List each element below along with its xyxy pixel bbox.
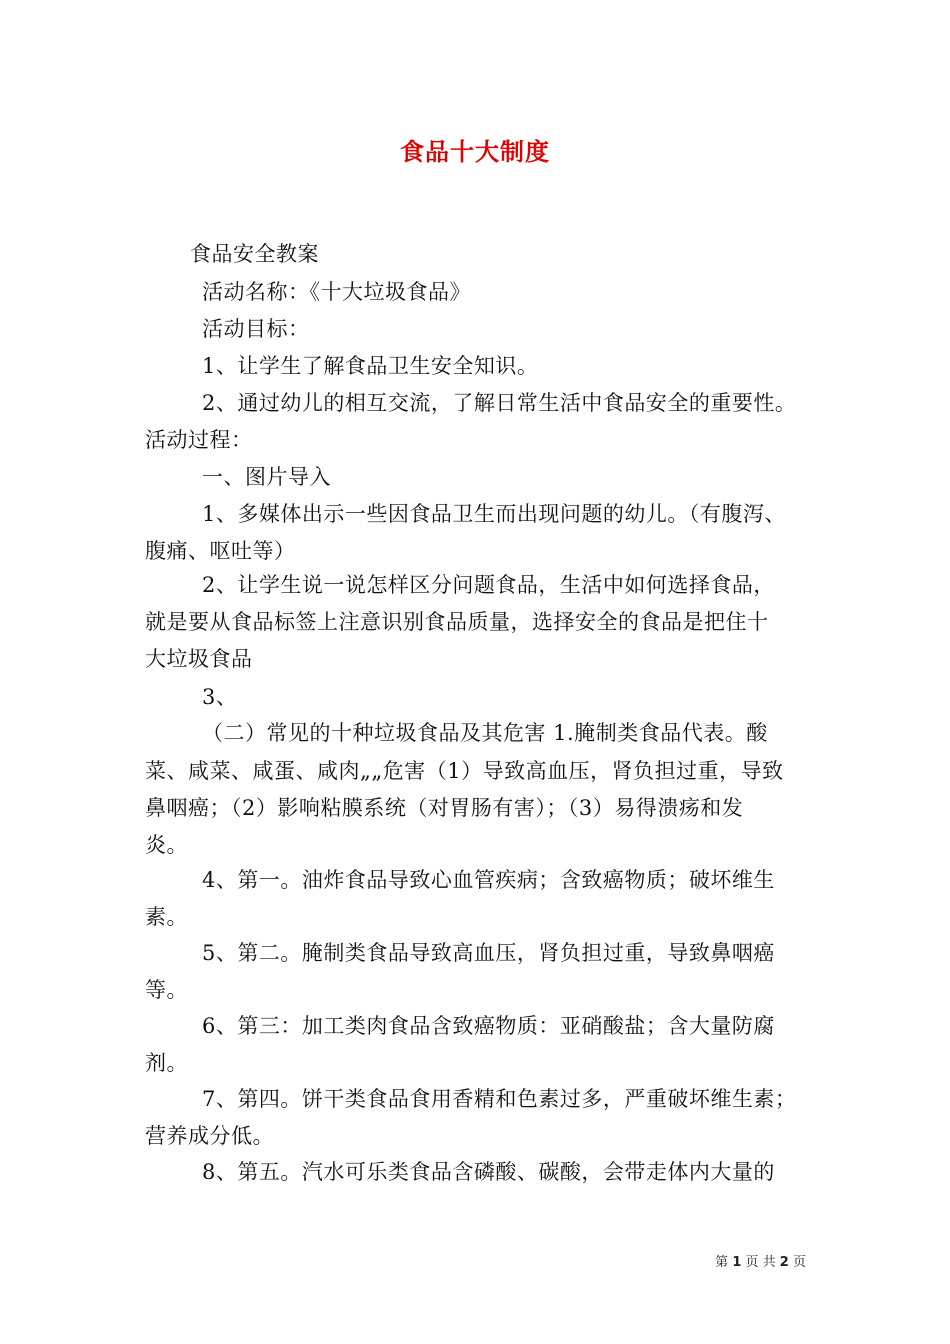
footer-suffix: 页 xyxy=(792,1255,806,1270)
page-title: 食品十大制度 xyxy=(400,138,550,166)
text-line: 食品安全教案 xyxy=(190,242,319,266)
text-line: 菜、咸菜、咸蛋、咸肉„„危害（1）导致高血压，肾负担过重，导致 xyxy=(145,759,784,783)
text-line: 活动目标： xyxy=(202,317,310,341)
footer-middle: 页 共 xyxy=(745,1255,776,1270)
text-line: 营养成分低。 xyxy=(145,1124,274,1148)
text-line: 1、让学生了解食品卫生安全知识。 xyxy=(202,354,539,378)
text-line: 4、第一。油炸食品导致心血管疾病；含致癌物质；破坏维生 xyxy=(202,868,775,892)
text-line: 一、图片导入 xyxy=(202,465,331,489)
page-footer xyxy=(715,1251,806,1270)
text-line: 5、第二。腌制类食品导致高血压，肾负担过重，导致鼻咽癌 xyxy=(202,941,775,965)
text-line: 大垃圾食品 xyxy=(145,647,253,671)
text-line: 1、多媒体出示一些因食品卫生而出现问题的幼儿。（有腹泻、 xyxy=(202,502,786,526)
text-line: 2、让学生说一说怎样区分问题食品，生活中如何选择食品， xyxy=(202,573,775,597)
text-line: 2、通过幼儿的相互交流，了解日常生活中食品安全的重要性。 xyxy=(202,391,797,415)
text-line: 8、第五。汽水可乐类食品含磷酸、碳酸，会带走体内大量的 xyxy=(202,1160,775,1184)
text-line: 就是要从食品标签上注意识别食品质量，选择安全的食品是把住十 xyxy=(145,610,769,634)
text-line: 7、第四。饼干类食品食用香精和色素过多，严重破坏维生素； xyxy=(202,1087,797,1111)
text-line: 鼻咽癌；（2）影响粘膜系统（对胃肠有害）；（3）易得溃疡和发 xyxy=(145,796,744,820)
text-line: （二）常见的十种垃圾食品及其危害 1.腌制类食品代表。酸 xyxy=(202,721,768,745)
text-line: 活动名称：《十大垃圾食品》 xyxy=(202,280,471,304)
text-line: 6、第三：加工类肉食品含致癌物质：亚硝酸盐；含大量防腐 xyxy=(202,1014,775,1038)
footer-prefix: 第 xyxy=(715,1255,729,1270)
text-line: 腹痛、呕吐等） xyxy=(145,539,296,563)
text-line: 炎。 xyxy=(145,833,188,857)
footer-total-pages: 2 xyxy=(779,1255,789,1270)
text-line: 素。 xyxy=(145,905,188,929)
text-line: 活动过程： xyxy=(145,428,253,452)
text-line: 剂。 xyxy=(145,1051,188,1075)
text-line: 3、 xyxy=(202,685,238,709)
footer-page-number: 1 xyxy=(732,1255,742,1270)
text-line: 等。 xyxy=(145,978,188,1002)
